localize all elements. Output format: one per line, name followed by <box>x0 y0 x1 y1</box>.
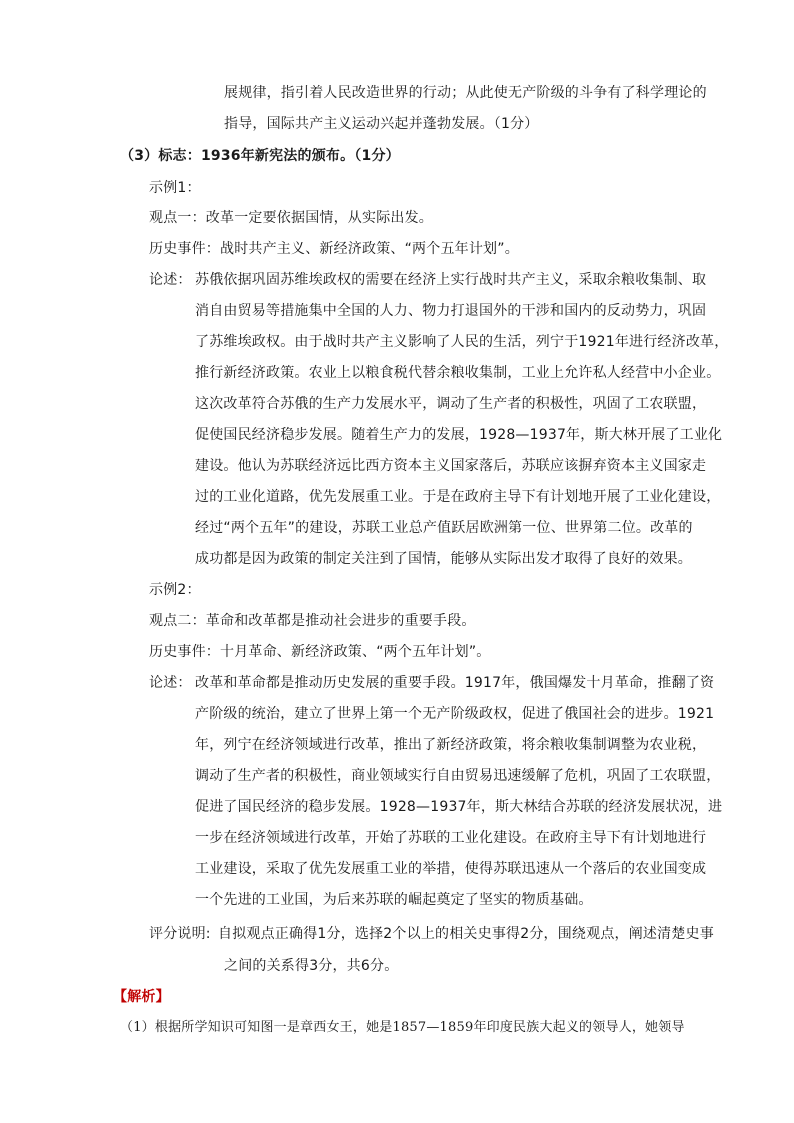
example-2-essay-label: 论述： <box>149 675 192 691</box>
q3-answer: （3）标志：1936年新宪法的颁布。（1分） <box>120 148 400 164</box>
intro-line-2: 指导，国际共产主义运动兴起并蓬勃发展。（1分） <box>224 116 539 132</box>
example-2-essay-line: 一步在经济领域进行改革，开始了苏联的工业化建设。在政府主导下有计划地进行 <box>195 830 707 846</box>
example-2-essay-line: 产阶级的统治，建立了世界上第一个无产阶级政权，促进了俄国社会的进步。1921 <box>195 706 715 722</box>
example-2-events: 历史事件：十月革命、新经济政策、“两个五年计划”。 <box>149 644 491 660</box>
analysis-line-1: （1）根据所学知识可知图一是章西女王，她是1857—1859年印度民族大起义的领导人，她领导 <box>120 1020 685 1035</box>
example-1-essay-line: 了苏维埃政权。由于战时共产主义影响了人民的生活，列宁于1921年进行经济改革， <box>195 334 729 350</box>
scoring-line-2: 之间的关系得3分，共6分。 <box>224 958 399 974</box>
example-2-essay-line: 年，列宁在经济领域进行改革，推出了新经济政策，将余粮收集制调整为农业税， <box>195 737 707 753</box>
example-1-essay-line: 消自由贸易等措施集中全国的人力、物力打退国外的干涉和国内的反动势力，巩固 <box>195 303 707 319</box>
example-1-essay-line: 促使国民经济稳步发展。随着生产力的发展，1928—1937年，斯大林开展了工业化 <box>195 427 723 443</box>
example-1-viewpoint: 观点一：改革一定要依据国情，从实际出发。 <box>149 210 433 226</box>
example-1-essay-line: 过的工业化道路，优先发展重工业。于是在政府主导下有计划地开展了工业化建设， <box>195 489 721 505</box>
example-1-essay-line: 经过“两个五年”的建设，苏联工业总产值跃居欧洲第一位、世界第二位。改革的 <box>195 520 693 536</box>
example-1-essay-line: 苏俄依据巩固苏维埃政权的需要在经济上实行战时共产主义，采取余粮收集制、取 <box>195 272 707 288</box>
example-1-essay-line: 成功都是因为政策的制定关注到了国情，能够从实际出发才取得了良好的效果。 <box>195 551 692 567</box>
example-1-essay-label: 论述： <box>149 272 192 288</box>
example-2-viewpoint: 观点二：革命和改革都是推动社会进步的重要手段。 <box>149 613 476 629</box>
example-2-essay-line: 一个先进的工业国，为后来苏联的崛起奠定了坚实的物质基础。 <box>195 892 593 908</box>
example-1-essay-line: 这次改革符合苏俄的生产力发展水平，调动了生产者的积极性，巩固了工农联盟， <box>195 396 707 412</box>
example-2-essay-line: 工业建设，采取了优先发展重工业的举措，使得苏联迅速从一个落后的农业国变成 <box>195 861 707 877</box>
example-1-essay-line: 推行新经济政策。农业上以粮食税代替余粮收集制，工业上允许私人经营中小企业。 <box>195 365 721 381</box>
scoring-line-1: 自拟观点正确得1分，选择2个以上的相关史事得2分，围绕观点，阐述清楚史事 <box>218 926 714 942</box>
example-1-title: 示例1： <box>149 180 201 196</box>
example-1-essay-line: 建设。他认为苏联经济远比西方资本主义国家落后，苏联应该摒弃资本主义国家走 <box>195 458 707 474</box>
intro-line-1: 展规律，指引着人民改造世界的行动；从此使无产阶级的斗争有了科学理论的 <box>224 85 707 101</box>
scoring-label: 评分说明: <box>149 926 211 942</box>
example-1-events: 历史事件：战时共产主义、新经济政策、“两个五年计划”。 <box>149 241 519 257</box>
example-2-essay-line: 促进了国民经济的稳步发展。1928—1937年，斯大林结合苏联的经济发展状况，进 <box>195 799 723 815</box>
example-2-essay-line: 调动了生产者的积极性，商业领域实行自由贸易迅速缓解了危机，巩固了工农联盟， <box>195 768 721 784</box>
analysis-tag: 【解析】 <box>113 989 170 1005</box>
example-2-essay-line: 改革和革命都是推动历史发展的重要手段。1917年，俄国爆发十月革命，推翻了资 <box>195 675 715 691</box>
example-2-title: 示例2： <box>149 582 201 598</box>
